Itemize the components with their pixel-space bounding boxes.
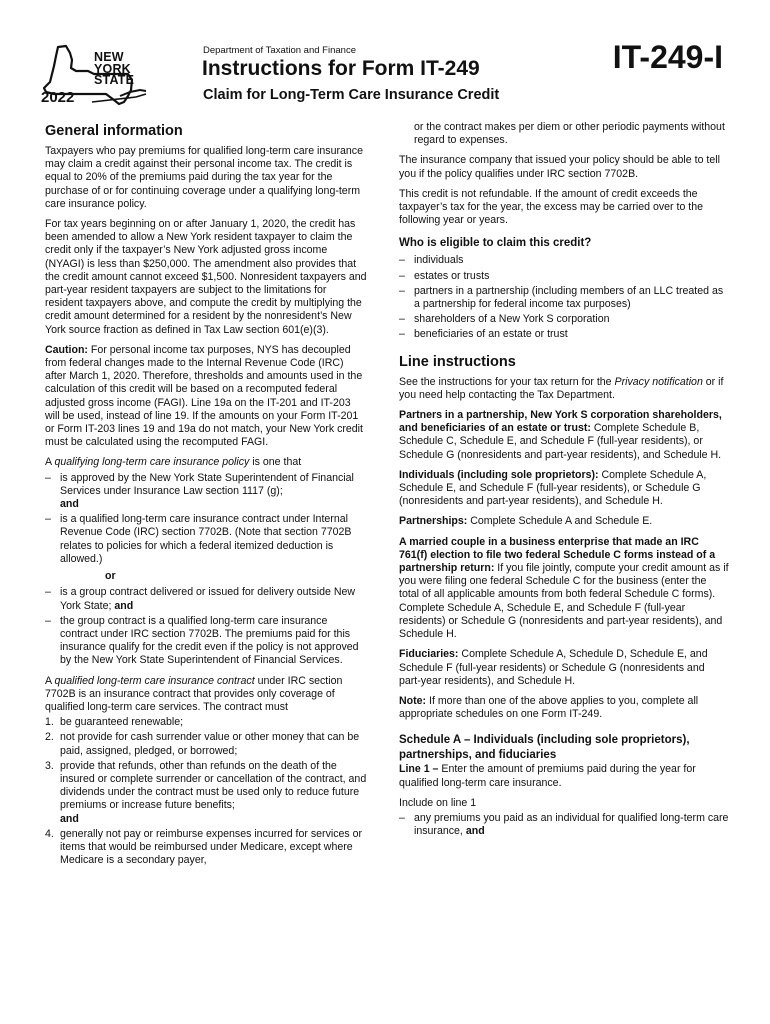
department-name: Department of Taxation and Finance xyxy=(203,45,356,56)
caution-label: Caution: xyxy=(45,343,88,356)
list-item-connector: and xyxy=(114,599,134,612)
list-item xyxy=(45,731,367,757)
paragraph-not-refundable: This credit is not refundable. If the amount of credit exceeds the taxpayer’s tax for the year, the excess may be carried over to the following year or years. xyxy=(399,187,704,227)
individuals-label: Individuals (including sole proprietors): xyxy=(399,468,599,481)
or-separator: or xyxy=(105,570,116,583)
paragraph-partnerships xyxy=(399,515,729,528)
policy-intro-a: A xyxy=(45,456,55,469)
individuals-text: Complete Schedule A, Schedule E, and Schedule F (full-year residents), or Schedule G (nonresidents and part-year residents), and Schedule H. xyxy=(399,468,707,508)
nys-logo xyxy=(36,44,186,108)
list-item: – partners in a partnership (including members of an LLC treated as a partnership for federal income tax purposes) xyxy=(399,285,729,311)
list-number: 3. xyxy=(45,759,54,772)
eligibility-heading: Who is eligible to claim this credit? xyxy=(399,237,592,250)
paragraph-fiduciaries xyxy=(399,648,729,688)
fiduciaries-text: Complete Schedule A, Schedule D, Schedule E, and Schedule F (full-year residents) or Schedule G (nonresidents and part-year residents), and Schedule H. xyxy=(399,648,708,687)
eligibility-list xyxy=(399,254,729,341)
page-title: Instructions for Form IT-249 xyxy=(202,57,480,80)
paragraph-note xyxy=(399,695,729,721)
privacy-notification-ref: Privacy notification xyxy=(614,375,703,388)
policy-intro-b: is one that xyxy=(249,456,302,469)
paragraph-insurance-company: The insurance company that issued your policy should be able to tell you if the policy qualifies under IRC section 7702B. xyxy=(399,154,720,180)
fiduciaries-label: Fiduciaries: xyxy=(399,648,459,661)
policy-term: qualifying long-term care insurance policy xyxy=(54,456,250,469)
contract-term: qualified long-term care insurance contract xyxy=(54,674,255,687)
contract-requirements-list xyxy=(45,716,367,867)
paragraph-include: Include on line 1 xyxy=(399,796,477,809)
note-text: If more than one of the above applies to you, complete all appropriate schedules on one Form IT-249. xyxy=(399,694,699,721)
form-header xyxy=(0,0,770,120)
logo-line-york: YORK xyxy=(94,61,131,76)
list-item-text: generally not pay or reimburse expenses incurred for services or items that would be reimbursed under Medicare, except where Medicare is a secondary payer, xyxy=(60,827,363,867)
list-item-connector: and xyxy=(465,825,485,838)
married-couple-text: If you file jointly, compute your credit amount as if you were filing one federal Schedule C for the business (enter the total of all applicable amounts from both federal Schedule C forms). Complete Schedule A, Schedule E, and Schedule F (full-year residents) or Schedule G (nonresidents and part-year residents), and Schedule H. xyxy=(399,562,729,641)
list-number: 2. xyxy=(45,731,54,744)
contract-intro xyxy=(45,675,367,715)
list-item-text: provide that refunds, other than refunds on the death of the insured or complete surrender or cancellation of the contract, and dividends under the contract must be used only to reduce future premiums or increase future benefits; xyxy=(60,759,367,812)
page-subtitle: Claim for Long-Term Care Insurance Credit xyxy=(203,87,500,103)
paragraph-partners xyxy=(399,409,729,462)
paragraph-line-1 xyxy=(399,763,729,789)
partnerships-label: Partnerships: xyxy=(399,515,468,528)
list-number: 1. xyxy=(45,716,54,729)
paragraph-caution xyxy=(45,344,367,450)
list-item-text: not provide for cash surrender value or other money that can be paid, assigned, pledged, or borrowed; xyxy=(60,731,360,757)
list-item: – estates or trusts xyxy=(399,270,729,283)
list-item-connector: and xyxy=(60,812,79,825)
list-item xyxy=(45,716,367,729)
list-number: 4. xyxy=(45,827,54,840)
list-item-text: is a group contract delivered or issued for delivery outside New York State; xyxy=(60,586,356,612)
list-item xyxy=(45,828,367,868)
list-item xyxy=(399,812,729,838)
logo-line-new: NEW xyxy=(94,50,124,64)
group-policy-list xyxy=(45,586,367,667)
line-1-label: Line 1 – xyxy=(399,763,439,776)
note-label: Note: xyxy=(399,694,427,707)
married-couple-label: A married couple in a business enterprise that made an IRC 761(f) election to file two federal Schedule C forms instead of a partnership return: xyxy=(399,535,716,575)
contract-intro-a: A xyxy=(45,674,55,687)
line-1-text: Enter the amount of premiums paid during the year for qualified long-term care insurance. xyxy=(399,763,696,789)
list-item xyxy=(45,513,367,566)
list-item xyxy=(45,472,367,512)
paragraph-see-instructions xyxy=(399,376,729,402)
continuation-text: or the contract makes per diem or other periodic payments without regard to expenses. xyxy=(414,121,725,147)
tax-year: 2022 xyxy=(41,89,75,106)
partnerships-text: Complete Schedule A and Schedule E. xyxy=(467,515,653,528)
paragraph-overview: Taxpayers who pay premiums for qualified long-term care insurance may claim a credit against their personal income tax. The credit is equal to 20% of the premiums paid during the tax year for the purchase of or for continuing coverage under a qualifying long-term care insurance policy. xyxy=(45,145,363,210)
logo-line-state: STATE xyxy=(94,73,135,87)
paragraph-amendment: For tax years beginning on or after January 1, 2020, the credit has been amended to allow a New York resident taxpayer to claim the credit only if the taxpayer’s New York adjusted gross income (NYAGI) is less than $250,000. The amendment also provides that the credit amount cannot exceed $1,500. Nonresident taxpayers and part-year resident taxpayers are subject to the limitations for resident taxpayers above, and compute the credit by multiplying the credit amount determined for a resident by the nonresident’s New York source fraction as defined in Tax Law section 601(e)(3). xyxy=(45,218,367,336)
form-id: IT-249-I xyxy=(612,39,723,75)
list-item-text: is approved by the New York State Superintendent of Financial Services under Insurance Law section 1117 (g); xyxy=(60,471,354,497)
general-info-heading: General information xyxy=(45,123,183,139)
list-item xyxy=(45,760,367,826)
list-item: – beneficiaries of an estate or trust xyxy=(399,328,729,341)
policy-list xyxy=(45,472,367,566)
list-item-text: is a qualified long-term care insurance contract under Internal Revenue Code (IRC) section 7702B. (Note that section 7702B relates to policies for which a federal itemized deduction is allowed.) xyxy=(60,513,352,565)
nys-logo-text xyxy=(94,52,134,87)
paragraph-married-couple xyxy=(399,536,729,642)
contract-intro-b: under IRC section 7702B is an insurance contract that provides only coverage of qualified long-term care services. The contract must xyxy=(45,674,343,713)
see-text-b: or if you need help contacting the Tax Department. xyxy=(399,375,724,401)
list-item-connector: and xyxy=(60,498,79,511)
partners-text: Complete Schedule B, Schedule C, Schedule E, and Schedule F (full-year residents), or Schedule G (nonresidents and part-year residents), and Schedule H. xyxy=(399,422,722,461)
schedule-a-heading: Schedule A – Individuals (including sole proprietors), partnerships, and fiduciaries xyxy=(399,734,690,762)
policy-intro xyxy=(45,456,367,469)
right-column xyxy=(399,122,729,842)
include-list xyxy=(399,812,729,838)
list-item: – individuals xyxy=(399,254,729,267)
see-text-a: See the instructions for your tax return for the xyxy=(399,375,615,388)
line-instructions-heading: Line instructions xyxy=(399,353,516,370)
list-item xyxy=(45,615,367,668)
list-item-text: the group contract is a qualified long-term care insurance contract under IRC section 7702B. The premiums paid for this insurance qualify for the credit even if the policy is not approved by the New York State Superintendent of Financial Services. xyxy=(60,614,359,667)
list-item-text: be guaranteed renewable; xyxy=(60,716,184,729)
left-column xyxy=(45,122,367,871)
list-item xyxy=(45,586,367,612)
paragraph-individuals xyxy=(399,469,729,509)
list-item-text: any premiums you paid as an individual for qualified long-term care insurance, xyxy=(414,811,729,838)
caution-text: For personal income tax purposes, NYS has decoupled from federal changes made to the Internal Revenue Code (IRC) after March 1, 2020. Therefore, thresholds and amounts used in the calculation of this credit will be based on a recomputed federal adjusted gross income (FAGI). Line 19a on the IT-201 and IT-203 will be used, instead of line 19. If the amounts on your Form IT-201 or Form IT-203 lines 19 and 19a do not match, your New York credit must be calculated using the recomputed FAGI. xyxy=(45,343,363,449)
list-item: – shareholders of a New York S corporation xyxy=(399,313,729,326)
partners-label: Partners in a partnership, New York S corporation shareholders, and beneficiaries of an estate or trust: xyxy=(399,409,722,435)
